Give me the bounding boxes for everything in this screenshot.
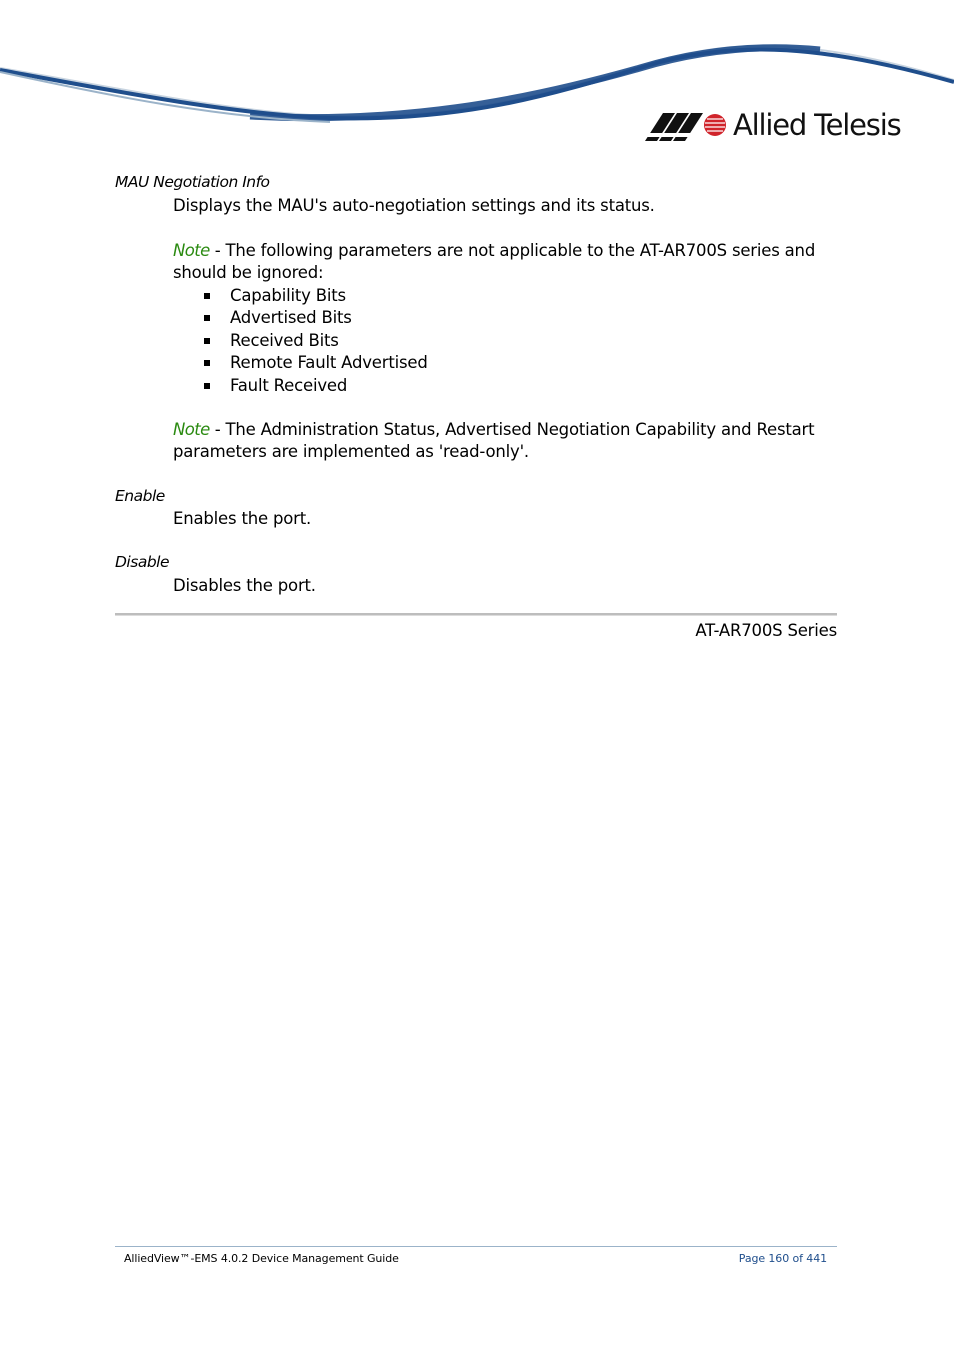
note-label: Note bbox=[173, 420, 210, 439]
section-divider bbox=[115, 613, 837, 616]
enable-description: Enables the port. bbox=[173, 509, 312, 528]
note-label: Note bbox=[173, 241, 210, 260]
list-item: Remote Fault Advertised bbox=[173, 352, 428, 374]
list-item: Advertised Bits bbox=[173, 307, 428, 329]
series-label: AT-AR700S Series bbox=[695, 621, 837, 640]
footer-guide-title: AlliedView™-EMS 4.0.2 Device Management Guide bbox=[124, 1252, 399, 1265]
footer-page-info: Page 160 of 441 bbox=[738, 1252, 827, 1265]
note-1 bbox=[173, 240, 815, 284]
note-2-line-1 bbox=[173, 419, 814, 441]
list-item: Capability Bits bbox=[173, 285, 428, 307]
disable-description: Disables the port. bbox=[173, 576, 316, 595]
term-disable: Disable bbox=[115, 553, 169, 571]
brand-name: Allied Telesis bbox=[733, 108, 901, 142]
ignored-parameters-list bbox=[173, 285, 428, 397]
footer-divider bbox=[115, 1246, 837, 1247]
list-item: Received Bits bbox=[173, 330, 428, 352]
note-2-line-2: parameters are implemented as 'read-only'. bbox=[173, 442, 529, 461]
allied-telesis-logo-icon bbox=[645, 113, 727, 141]
note-1-line-2: should be ignored: bbox=[173, 263, 324, 282]
note-1-text: - The following parameters are not applicable to the AT-AR700S series and bbox=[209, 241, 816, 260]
note-2 bbox=[173, 419, 814, 463]
term-mau-negotiation-info: MAU Negotiation Info bbox=[115, 173, 270, 191]
list-item: Fault Received bbox=[173, 375, 428, 397]
note-2-text: - The Administration Status, Advertised Negotiation Capability and Restart bbox=[209, 420, 815, 439]
note-1-line-1 bbox=[173, 240, 815, 262]
allied-telesis-logo bbox=[645, 110, 905, 146]
term-enable: Enable bbox=[115, 487, 165, 505]
mau-description: Displays the MAU's auto-negotiation settings and its status. bbox=[173, 196, 655, 215]
